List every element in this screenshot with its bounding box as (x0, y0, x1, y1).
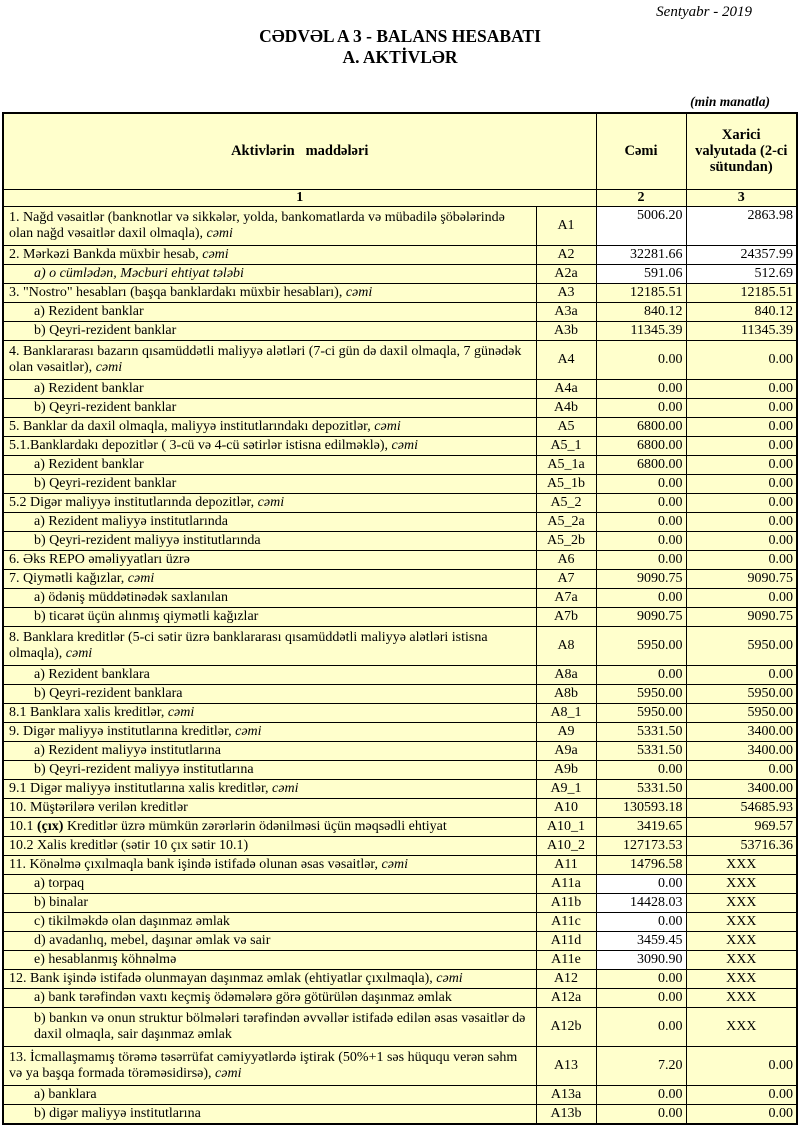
table-row (3, 474, 797, 493)
item-label-text: cəmi (215, 1065, 242, 1081)
value-total-cell: 0.00 (596, 969, 686, 988)
page-subtitle: A. AKTİVLƏR (342, 47, 458, 67)
item-code-cell: A10_1 (536, 817, 596, 836)
table-row (3, 950, 797, 969)
item-label-text: a) Rezident maliyyə institutlarında (34, 513, 228, 529)
value-total-cell: 9090.75 (596, 569, 686, 588)
item-label-text: b) ticarət üçün alınmış qiymətli kağızlar (34, 608, 259, 624)
col-header-total: Cəmi (596, 113, 686, 189)
table-row (3, 741, 797, 760)
value-fx-cell: 0.00 (686, 1085, 797, 1104)
report-date: Sentyabr - 2019 (656, 4, 752, 20)
item-label-cell (3, 893, 536, 912)
item-label-text: b) Qeyri-rezident banklar (34, 322, 177, 338)
value-total-cell: 14796.58 (596, 855, 686, 874)
item-label-text: a) Rezident banklar (34, 380, 144, 396)
table-row (3, 321, 797, 340)
table-row (3, 1007, 797, 1046)
item-label-cell (3, 379, 536, 398)
item-label-text: a) o cümlədən, Məcburi ehtiyat tələbi (34, 265, 244, 281)
item-label-cell (3, 550, 536, 569)
table-row (3, 665, 797, 684)
item-label-text: c) tikilməkdə olan daşınmaz əmlak (34, 913, 230, 929)
value-total-cell: 11345.39 (596, 321, 686, 340)
value-fx-cell: 0.00 (686, 455, 797, 474)
value-fx-cell: 54685.93 (686, 798, 797, 817)
value-fx-cell: 0.00 (686, 531, 797, 550)
item-label-cell (3, 931, 536, 950)
item-label-text: cəmi (381, 856, 408, 872)
item-label-cell (3, 531, 536, 550)
item-label-cell (3, 283, 536, 302)
item-label-text: b) Qeyri-rezident banklara (34, 685, 183, 701)
item-label-cell (3, 340, 536, 379)
item-label-text: cəmi (436, 970, 463, 986)
item-label-cell (3, 703, 536, 722)
item-label-text: a) bank tərəfindən vaxtı keçmiş ödəmələrə görə götürülən daşınmaz əmlak (34, 989, 452, 1005)
item-code-cell: A11e (536, 950, 596, 969)
col-header-items: Aktivlərin maddələri (3, 113, 596, 189)
item-label-cell (3, 264, 536, 283)
table-row (3, 798, 797, 817)
item-label-cell (3, 912, 536, 931)
item-code-cell: A13 (536, 1046, 596, 1085)
item-label-cell (3, 569, 536, 588)
value-total-cell: 5950.00 (596, 626, 686, 665)
table-row (3, 550, 797, 569)
value-fx-cell: 0.00 (686, 1104, 797, 1124)
value-total-cell: 0.00 (596, 493, 686, 512)
value-total-cell: 5006.20 (596, 206, 686, 245)
value-fx-cell: XXX (686, 855, 797, 874)
item-label-text: a) Rezident banklar (34, 456, 144, 472)
value-total-cell: 6800.00 (596, 455, 686, 474)
item-label-text: 8.1 Banklara xalis kreditlər, (9, 704, 168, 720)
value-fx-cell: 12185.51 (686, 283, 797, 302)
value-fx-cell: 2863.98 (686, 206, 797, 245)
item-label-text: a) Rezident banklar (34, 303, 144, 319)
table-row (3, 607, 797, 626)
item-label-text: cəmi (391, 437, 418, 453)
table-row (3, 512, 797, 531)
item-label-cell (3, 817, 536, 836)
value-total-cell: 5331.50 (596, 741, 686, 760)
item-label-text: cəmi (257, 494, 285, 510)
value-fx-cell: 11345.39 (686, 321, 797, 340)
item-label-cell (3, 417, 536, 436)
item-label-text: b) binalar (34, 894, 89, 910)
item-label-text: d) avadanlıq, mebel, daşınar əmlak və sair (34, 932, 271, 948)
col-number-3: 3 (686, 189, 797, 206)
value-fx-cell: 0.00 (686, 436, 797, 455)
value-fx-cell: 5950.00 (686, 703, 797, 722)
item-code-cell: A11d (536, 931, 596, 950)
table-row (3, 893, 797, 912)
value-total-cell: 0.00 (596, 340, 686, 379)
item-label-cell (3, 1104, 536, 1124)
table-row (3, 398, 797, 417)
item-label-text: 10.2 Xalis kreditlər (sətir 10 çıx sətir 10.1) (9, 837, 249, 853)
item-code-cell: A7b (536, 607, 596, 626)
value-total-cell: 14428.03 (596, 893, 686, 912)
item-label-text: b) Qeyri-rezident maliyyə institutlarına (34, 761, 254, 777)
item-label-text: 11. Könəlmə çıxılmaqla bank işində istifadə olunan əsas vəsaitlər, (9, 856, 382, 872)
item-code-cell: A8a (536, 665, 596, 684)
table-row (3, 1104, 797, 1124)
table-row (3, 588, 797, 607)
item-code-cell: A4a (536, 379, 596, 398)
table-row (3, 531, 797, 550)
item-label-text: 5.2 Digər maliyyə institutlarında depozitlər, (9, 494, 258, 510)
table-row (3, 988, 797, 1007)
value-fx-cell: 512.69 (686, 264, 797, 283)
item-label-cell (3, 512, 536, 531)
item-code-cell: A5_2a (536, 512, 596, 531)
item-code-cell: A2a (536, 264, 596, 283)
item-code-cell: A12b (536, 1007, 596, 1046)
item-code-cell: A5_1 (536, 436, 596, 455)
value-fx-cell: 0.00 (686, 379, 797, 398)
item-label-text: a) ödəniş müddətinədək saxlanılan (34, 589, 228, 605)
item-code-cell: A8b (536, 684, 596, 703)
item-label-text: cəmi (272, 780, 299, 796)
item-code-cell: A3a (536, 302, 596, 321)
table-row (3, 722, 797, 741)
item-label-text: 2. Mərkəzi Bankda müxbir hesab, (9, 246, 203, 262)
item-label-text: a) banklara (34, 1086, 97, 1102)
value-total-cell: 0.00 (596, 512, 686, 531)
item-code-cell: A12 (536, 969, 596, 988)
value-total-cell: 127173.53 (596, 836, 686, 855)
item-label-text: 9. Digər maliyyə institutlarına kreditlər, (9, 723, 236, 739)
item-label-text: 7. Qiymətli kağızlar, (9, 570, 128, 586)
item-label-cell (3, 493, 536, 512)
value-fx-cell: 0.00 (686, 340, 797, 379)
item-code-cell: A8 (536, 626, 596, 665)
value-total-cell: 0.00 (596, 588, 686, 607)
item-code-cell: A12a (536, 988, 596, 1007)
item-code-cell: A4 (536, 340, 596, 379)
value-fx-cell: 0.00 (686, 474, 797, 493)
item-code-cell: A2 (536, 245, 596, 264)
item-label-cell (3, 436, 536, 455)
value-fx-cell: 0.00 (686, 760, 797, 779)
item-label-cell (3, 398, 536, 417)
value-total-cell: 5331.50 (596, 722, 686, 741)
item-code-cell: A11 (536, 855, 596, 874)
value-fx-cell: XXX (686, 1007, 797, 1046)
item-label-text: b) digər maliyyə institutlarına (34, 1105, 201, 1121)
item-label-text: cəmi (167, 704, 195, 720)
item-label-cell (3, 779, 536, 798)
table-row (3, 493, 797, 512)
item-code-cell: A4b (536, 398, 596, 417)
unit-note: (min manatla) (690, 94, 770, 109)
value-total-cell: 0.00 (596, 874, 686, 893)
value-total-cell: 0.00 (596, 760, 686, 779)
table-row (3, 1046, 797, 1085)
item-label-text: b) Qeyri-rezident banklar (34, 475, 177, 491)
item-code-cell: A5_1a (536, 455, 596, 474)
value-total-cell: 591.06 (596, 264, 686, 283)
value-total-cell: 5331.50 (596, 779, 686, 798)
value-total-cell: 3090.90 (596, 950, 686, 969)
item-code-cell: A11c (536, 912, 596, 931)
item-label-text: 9.1 Digər maliyyə institutlarına xalis kreditlər, (9, 780, 273, 796)
item-label-text: a) torpaq (34, 875, 85, 891)
item-label-cell (3, 321, 536, 340)
value-total-cell: 0.00 (596, 398, 686, 417)
value-fx-cell: XXX (686, 931, 797, 950)
item-label-cell (3, 245, 536, 264)
value-fx-cell: XXX (686, 893, 797, 912)
value-fx-cell: 3400.00 (686, 722, 797, 741)
value-fx-cell: 53716.36 (686, 836, 797, 855)
item-label-cell (3, 626, 536, 665)
item-label-cell (3, 302, 536, 321)
item-code-cell: A9a (536, 741, 596, 760)
value-fx-cell: 0.00 (686, 1046, 797, 1085)
table-row (3, 245, 797, 264)
item-label-text: 1. Nağd vəsaitlər (banknotlar və sikkələr, yolda, bankomatlarda və mübadilə şöbələrində olan nağd vəsaitlər daxil olmaqla), (9, 209, 505, 241)
table-row (3, 626, 797, 665)
item-label-text: 3. "Nostro" hesabları (başqa banklardakı müxbir hesabları), (9, 284, 346, 300)
item-label-text: 6. Əks REPO əməliyyatları üzrə (9, 551, 190, 567)
item-code-cell: A3 (536, 283, 596, 302)
value-total-cell: 130593.18 (596, 798, 686, 817)
item-label-text: (çıx) (37, 818, 64, 834)
value-fx-cell: XXX (686, 969, 797, 988)
item-label-cell (3, 969, 536, 988)
col-header-fx: Xarici valyutada (2-ci sütundan) (686, 113, 797, 189)
table-row (3, 455, 797, 474)
value-fx-cell: 0.00 (686, 665, 797, 684)
item-label-text: b) bankın və onun struktur bölmələri tərəfindən əvvəllər istifadə edilən əsas vəsaitlər də daxil olmaqla, sair daşınmaz əmlak (34, 1010, 526, 1042)
value-total-cell: 3459.45 (596, 931, 686, 950)
item-label-text: Kreditlər üzrə mümkün zərərlərin ödənilməsi üçün məqsədli ehtiyat (63, 818, 447, 834)
item-code-cell: A5_2 (536, 493, 596, 512)
item-label-cell (3, 760, 536, 779)
item-code-cell: A9_1 (536, 779, 596, 798)
table-row (3, 569, 797, 588)
table-row (3, 969, 797, 988)
item-label-text: e) hesablanmış köhnəlmə (34, 951, 177, 967)
item-code-cell: A5_2b (536, 531, 596, 550)
value-total-cell: 12185.51 (596, 283, 686, 302)
value-total-cell: 0.00 (596, 665, 686, 684)
value-fx-cell: XXX (686, 874, 797, 893)
table-row (3, 283, 797, 302)
item-label-cell (3, 722, 536, 741)
table-row (3, 264, 797, 283)
value-fx-cell: 840.12 (686, 302, 797, 321)
item-code-cell: A5_1b (536, 474, 596, 493)
item-code-cell: A3b (536, 321, 596, 340)
item-label-text: 8. Banklara kreditlər (5-ci sətir üzrə banklararası qısamüddətli maliyyə alətləri istisna olmaqla), (9, 629, 488, 661)
value-total-cell: 6800.00 (596, 436, 686, 455)
value-total-cell: 0.00 (596, 988, 686, 1007)
item-label-text: cəmi (374, 418, 401, 434)
value-total-cell: 0.00 (596, 474, 686, 493)
value-total-cell: 9090.75 (596, 607, 686, 626)
table-row (3, 684, 797, 703)
item-label-text: cəmi (235, 723, 262, 739)
value-fx-cell: 0.00 (686, 417, 797, 436)
item-label-text: cəmi (95, 359, 123, 375)
table-row (3, 436, 797, 455)
item-label-cell (3, 855, 536, 874)
value-fx-cell: 0.00 (686, 588, 797, 607)
table-row (3, 703, 797, 722)
item-label-cell (3, 1085, 536, 1104)
value-fx-cell: XXX (686, 950, 797, 969)
item-label-cell (3, 988, 536, 1007)
item-code-cell: A5 (536, 417, 596, 436)
value-total-cell: 0.00 (596, 1007, 686, 1046)
item-code-cell: A10 (536, 798, 596, 817)
item-label-cell (3, 836, 536, 855)
value-total-cell: 3419.65 (596, 817, 686, 836)
item-label-text: a) Rezident maliyyə institutlarına (34, 742, 221, 758)
item-label-text: cəmi (127, 570, 155, 586)
value-fx-cell: 3400.00 (686, 779, 797, 798)
item-label-text: cəmi (345, 284, 373, 300)
value-fx-cell: 0.00 (686, 398, 797, 417)
table-row (3, 379, 797, 398)
item-code-cell: A13a (536, 1085, 596, 1104)
item-label-text: cəmi (202, 246, 229, 262)
value-fx-cell: XXX (686, 912, 797, 931)
table-row (3, 340, 797, 379)
item-code-cell: A8_1 (536, 703, 596, 722)
item-code-cell: A9 (536, 722, 596, 741)
item-label-text: a) Rezident banklara (34, 666, 150, 682)
item-label-text: 13. İcmallaşmamış törəmə təsərrüfat cəmiyyətlərdə iştirak (50%+1 səs hüququ verən səhm və ya başqa formada törəməsidirsə), (9, 1049, 518, 1081)
value-fx-cell: 24357.99 (686, 245, 797, 264)
balance-sheet-table (2, 112, 798, 1125)
table-row (3, 855, 797, 874)
value-total-cell: 0.00 (596, 1085, 686, 1104)
item-code-cell: A13b (536, 1104, 596, 1124)
table-row (3, 912, 797, 931)
value-fx-cell: 5950.00 (686, 626, 797, 665)
value-fx-cell: XXX (686, 988, 797, 1007)
value-fx-cell: 0.00 (686, 493, 797, 512)
value-fx-cell: 9090.75 (686, 569, 797, 588)
value-fx-cell: 0.00 (686, 512, 797, 531)
item-code-cell: A7 (536, 569, 596, 588)
item-code-cell: A1 (536, 206, 596, 245)
item-label-text: 10. Müştərilərə verilən kreditlər (9, 799, 188, 815)
page-title: CƏDVƏL A 3 - BALANS HESABATI (259, 26, 541, 46)
item-label-text: b) Qeyri-rezident maliyyə institutlarında (34, 532, 261, 548)
table-row (3, 817, 797, 836)
item-label-cell (3, 798, 536, 817)
item-label-cell (3, 741, 536, 760)
item-label-text: 5. Banklar da daxil olmaqla, maliyyə institutlarındakı depozitlər, (9, 418, 375, 434)
value-total-cell: 32281.66 (596, 245, 686, 264)
item-label-text: 12. Bank işində istifadə olunmayan daşınmaz əmlak (ehtiyatlar çıxılmaqla), (9, 970, 437, 986)
column-number-row (3, 189, 797, 206)
item-code-cell: A10_2 (536, 836, 596, 855)
item-code-cell: A11b (536, 893, 596, 912)
item-label-text: cəmi (206, 225, 233, 241)
item-code-cell: A7a (536, 588, 596, 607)
value-total-cell: 0.00 (596, 1104, 686, 1124)
value-total-cell: 840.12 (596, 302, 686, 321)
value-total-cell: 0.00 (596, 550, 686, 569)
value-fx-cell: 5950.00 (686, 684, 797, 703)
value-total-cell: 0.00 (596, 531, 686, 550)
table-body (3, 206, 797, 1124)
table-row (3, 874, 797, 893)
item-label-cell (3, 684, 536, 703)
value-total-cell: 5950.00 (596, 684, 686, 703)
item-label-cell (3, 874, 536, 893)
table-row (3, 931, 797, 950)
table-header-row (3, 113, 797, 189)
value-total-cell: 7.20 (596, 1046, 686, 1085)
value-total-cell: 6800.00 (596, 417, 686, 436)
table-row (3, 760, 797, 779)
col-number-1: 1 (3, 189, 596, 206)
col-number-2: 2 (596, 189, 686, 206)
item-label-text: 5.1.Banklardakı depozitlər ( 3-cü və 4-cü sətirlər istisna edilməklə), (9, 437, 392, 453)
item-label-text: 4. Banklararası bazarın qısamüddətli maliyyə alətləri (7-ci gün də daxil olmaqla, 7 günədək olan vəsaitlər), (9, 343, 522, 375)
item-label-text: cəmi (65, 645, 93, 661)
table-row (3, 206, 797, 245)
value-fx-cell: 0.00 (686, 550, 797, 569)
item-label-cell (3, 1007, 536, 1046)
item-label-cell (3, 607, 536, 626)
item-code-cell: A11a (536, 874, 596, 893)
value-total-cell: 0.00 (596, 912, 686, 931)
value-fx-cell: 9090.75 (686, 607, 797, 626)
item-label-cell (3, 474, 536, 493)
item-label-cell (3, 1046, 536, 1085)
item-code-cell: A9b (536, 760, 596, 779)
table-row (3, 302, 797, 321)
value-fx-cell: 969.57 (686, 817, 797, 836)
value-fx-cell: 3400.00 (686, 741, 797, 760)
item-label-text: 10.1 (9, 818, 37, 834)
item-label-cell (3, 455, 536, 474)
item-label-cell (3, 588, 536, 607)
value-total-cell: 5950.00 (596, 703, 686, 722)
item-label-cell (3, 665, 536, 684)
item-code-cell: A6 (536, 550, 596, 569)
table-row (3, 1085, 797, 1104)
table-row (3, 417, 797, 436)
item-label-cell (3, 206, 536, 245)
item-label-cell (3, 950, 536, 969)
table-row (3, 836, 797, 855)
value-total-cell: 0.00 (596, 379, 686, 398)
table-row (3, 779, 797, 798)
item-label-text: b) Qeyri-rezident banklar (34, 399, 177, 415)
